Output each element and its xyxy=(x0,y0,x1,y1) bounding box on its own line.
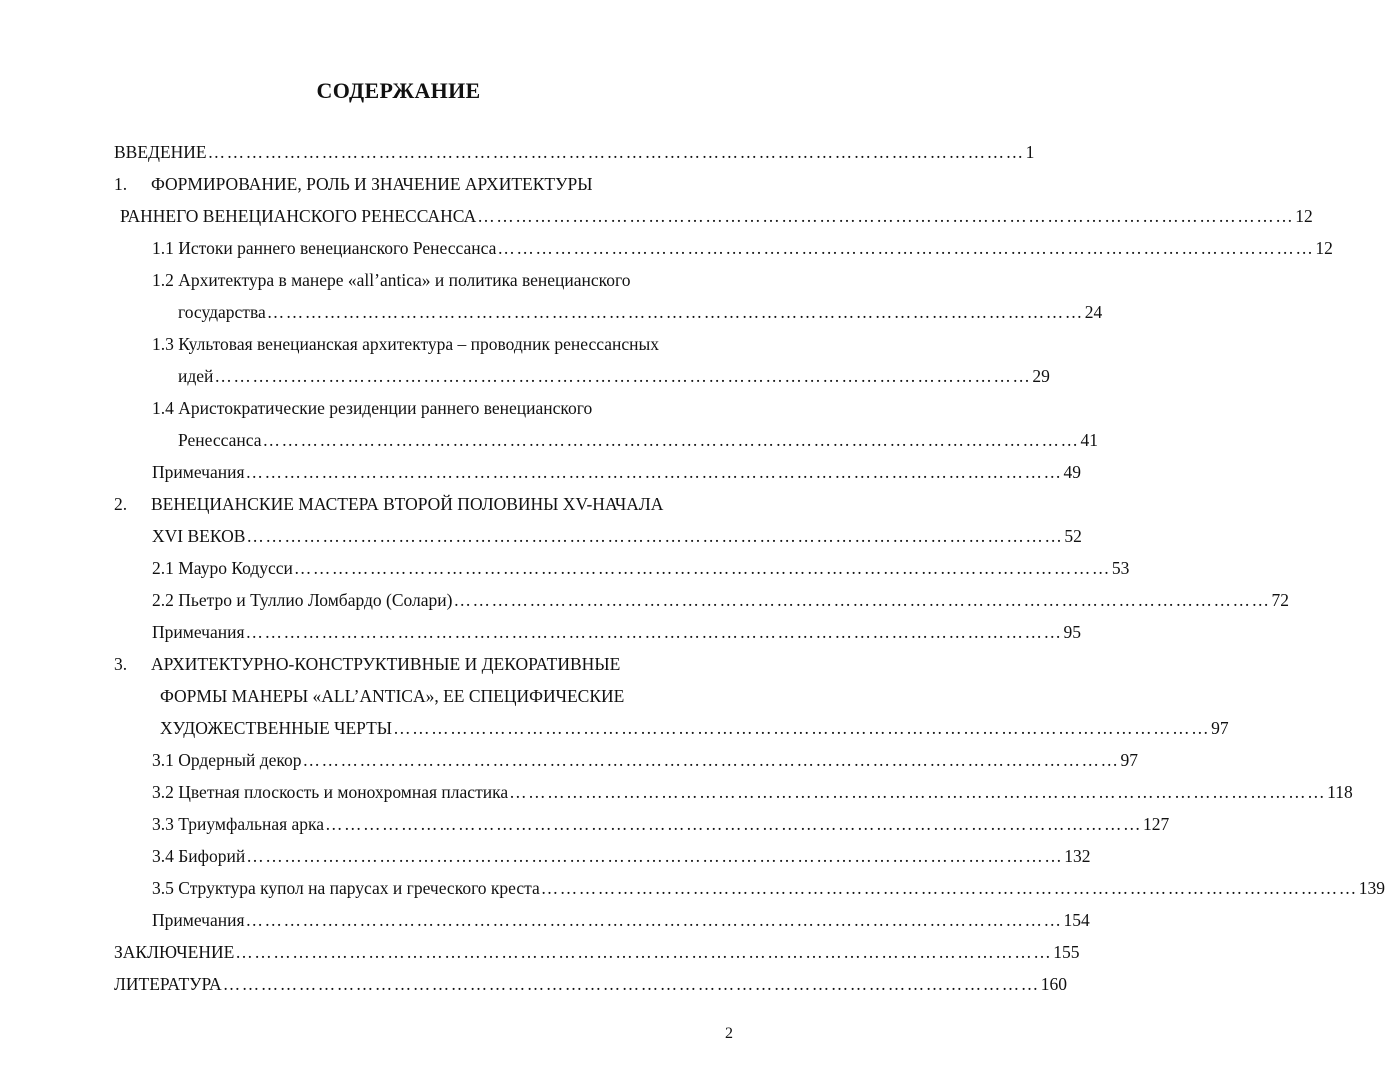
leader-dots: ………………………………………………………………………………………………………………… xyxy=(477,206,1295,226)
toc-entry-text: РАННЕГО ВЕНЕЦИАНСКОГО РЕНЕССАНСА xyxy=(120,206,477,226)
toc-section-2-1 xyxy=(152,557,1130,579)
toc-entry-text: 2.1 Мауро Кодусси xyxy=(152,558,293,578)
toc-entry-text: ЛИТЕРАТУРА xyxy=(114,974,222,994)
chapter-number: 2. xyxy=(114,494,128,514)
toc-section-1-3 xyxy=(152,333,659,355)
toc-entry-text: Примечания xyxy=(152,462,245,482)
toc-entry-page: 29 xyxy=(1032,366,1050,386)
toc-entry-page: 154 xyxy=(1063,910,1090,930)
toc-entry-text: XVI ВЕКОВ xyxy=(152,526,246,546)
toc-entry-text: ВВЕДЕНИЕ xyxy=(114,142,207,162)
leader-dots: ………………………………………………………………………………………………………………… xyxy=(207,142,1025,162)
toc-chapter-3-heading xyxy=(114,653,620,675)
toc-entry-page: 127 xyxy=(1143,814,1170,834)
leader-dots: ………………………………………………………………………………………………………………… xyxy=(393,718,1211,738)
leader-dots: ………………………………………………………………………………………………………………… xyxy=(235,942,1053,962)
toc-section-1-1 xyxy=(152,237,1333,259)
toc-entry-text: 1.2 Архитектура в манере «all’antica» и политика венецианского xyxy=(152,270,631,290)
toc-entry-text: ФОРМЫ МАНЕРЫ «ALL’ANTICA», ЕЕ СПЕЦИФИЧЕСКИЕ xyxy=(160,686,625,706)
leader-dots: ………………………………………………………………………………………………………………… xyxy=(222,974,1040,994)
toc-entry-text: Примечания xyxy=(152,910,245,930)
toc-entry-bibliography xyxy=(114,973,1067,995)
leader-dots: ………………………………………………………………………………………………………………… xyxy=(540,878,1358,898)
toc-entry-page: 160 xyxy=(1040,974,1067,994)
toc-entry-text: 3.3 Триумфальная арка xyxy=(152,814,325,834)
toc-entry-text: 1.1 Истоки раннего венецианского Ренессанса xyxy=(152,238,497,258)
toc-entry-page: 155 xyxy=(1053,942,1080,962)
leader-dots: ………………………………………………………………………………………………………………… xyxy=(245,910,1063,930)
leader-dots: ………………………………………………………………………………………………………………… xyxy=(246,526,1064,546)
toc-section-1-4-continuation xyxy=(178,429,1098,451)
toc-entry-text: 1.3 Культовая венецианская архитектура – проводник ренессансных xyxy=(152,334,660,354)
toc-entry-page: 95 xyxy=(1063,622,1082,642)
toc-section-3-3 xyxy=(152,813,1170,835)
toc-entry-page: 139 xyxy=(1358,878,1385,898)
leader-dots: ………………………………………………………………………………………………………………… xyxy=(245,622,1063,642)
leader-dots: ………………………………………………………………………………………………………………… xyxy=(245,462,1063,482)
toc-entry-text: ФОРМИРОВАНИЕ, РОЛЬ И ЗНАЧЕНИЕ АРХИТЕКТУРЫ xyxy=(151,174,593,194)
toc-entry-page: 118 xyxy=(1327,782,1353,802)
toc-entry-text: Ренессанса xyxy=(178,430,262,450)
toc-entry-page: 12 xyxy=(1295,206,1313,226)
toc-chapter-1-continuation xyxy=(120,205,1313,227)
toc-entry-page: 41 xyxy=(1080,430,1098,450)
leader-dots: ………………………………………………………………………………………………………………… xyxy=(293,558,1111,578)
toc-entry-page: 97 xyxy=(1211,718,1229,738)
toc-entry-introduction xyxy=(114,141,1035,163)
toc-section-3-1 xyxy=(152,749,1138,771)
toc-entry-page: 72 xyxy=(1271,590,1289,610)
toc-section-3-2 xyxy=(152,781,1353,803)
page-title: СОДЕРЖАНИЕ xyxy=(316,78,481,103)
leader-dots: ………………………………………………………………………………………………………………… xyxy=(453,590,1271,610)
toc-chapter-3-continuation-2 xyxy=(160,717,1229,739)
leader-dots: ………………………………………………………………………………………………………………… xyxy=(302,750,1120,770)
page-number: 2 xyxy=(725,1025,733,1042)
toc-section-3-4 xyxy=(152,845,1091,867)
chapter-number: 3. xyxy=(114,654,128,674)
toc-entry-page: 24 xyxy=(1084,302,1103,322)
toc-entry-text: государства xyxy=(178,302,266,322)
toc-section-3-5 xyxy=(152,877,1385,899)
toc-entry-text: 1.4 Аристократические резиденции раннего венецианского xyxy=(152,398,593,418)
leader-dots: ………………………………………………………………………………………………………………… xyxy=(325,814,1143,834)
toc-chapter-1-heading xyxy=(114,173,592,195)
toc-entry-text: 3.4 Бифорий xyxy=(152,846,246,866)
toc-entry-text: ХУДОЖЕСТВЕННЫЕ ЧЕРТЫ xyxy=(160,718,393,738)
toc-section-1-4 xyxy=(152,397,592,419)
leader-dots: ………………………………………………………………………………………………………………… xyxy=(497,238,1315,258)
toc-chapter-3-continuation xyxy=(160,685,624,707)
toc-entry-conclusion xyxy=(114,941,1080,963)
chapter-number: 1. xyxy=(114,174,128,194)
leader-dots: ………………………………………………………………………………………………………………… xyxy=(509,782,1327,802)
leader-dots: ………………………………………………………………………………………………………………… xyxy=(246,846,1064,866)
toc-entry-text: 3.2 Цветная плоскость и монохромная пластика xyxy=(152,782,509,802)
leader-dots: ………………………………………………………………………………………………………………… xyxy=(266,302,1084,322)
toc-entry-page: 53 xyxy=(1111,558,1130,578)
toc-notes-chapter-1 xyxy=(152,461,1082,483)
toc-entry-text: ЗАКЛЮЧЕНИЕ xyxy=(114,942,235,962)
toc-entry-text: ВЕНЕЦИАНСКИЕ МАСТЕРА ВТОРОЙ ПОЛОВИНЫ XV-НАЧАЛА xyxy=(151,494,664,514)
toc-entry-page: 49 xyxy=(1063,462,1082,482)
leader-dots: ………………………………………………………………………………………………………………… xyxy=(214,366,1032,386)
toc-entry-text: 3.5 Структура купол на парусах и греческого креста xyxy=(152,878,540,898)
toc-section-1-3-continuation xyxy=(178,365,1050,387)
toc-section-2-2 xyxy=(152,589,1289,611)
toc-entry-text: 3.1 Ордерный декор xyxy=(152,750,302,770)
toc-entry-page: 132 xyxy=(1064,846,1091,866)
leader-dots: ………………………………………………………………………………………………………………… xyxy=(262,430,1080,450)
toc-section-1-2-continuation xyxy=(178,301,1103,323)
toc-section-1-2 xyxy=(152,269,631,291)
toc-entry-page: 1 xyxy=(1025,142,1035,162)
toc-notes-chapter-2 xyxy=(152,621,1082,643)
toc-entry-page: 97 xyxy=(1120,750,1138,770)
toc-entry-text: АРХИТЕКТУРНО-КОНСТРУКТИВНЫЕ И ДЕКОРАТИВНЫЕ xyxy=(151,654,621,674)
toc-entry-page: 52 xyxy=(1064,526,1082,546)
toc-entry-text: идей xyxy=(178,366,214,386)
toc-chapter-2-continuation xyxy=(152,525,1082,547)
toc-chapter-2-heading xyxy=(114,493,663,515)
toc-notes-chapter-3 xyxy=(152,909,1090,931)
toc-entry-page: 12 xyxy=(1315,238,1333,258)
toc-entry-text: Примечания xyxy=(152,622,245,642)
toc-entry-text: 2.2 Пьетро и Туллио Ломбардо (Солари) xyxy=(152,590,453,610)
